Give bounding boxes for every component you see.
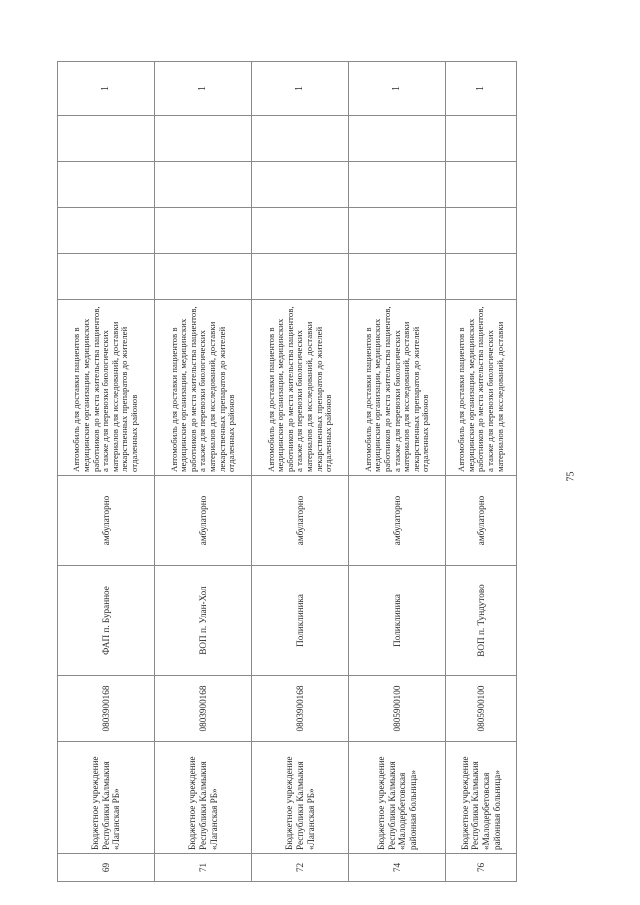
subdivision-name: ВОП п. Улан-Хол [155,566,252,676]
subdivision-name: ФАП п. Буранное [58,566,155,676]
organization-name: Бюджетное учреждение Республики Калмыкия «Лаганская РБ» [58,742,155,854]
organization-code: 0805900100 [446,676,517,742]
vehicle-description: Автомобиль для доставки пациентов в медицинские организации, медицинских работников до места жительства пациентов, а также для перевозки биологических материалов для исследований, доставки лекарственных препаратов до жителей отдаленных районов [58,300,155,476]
empty-cell [252,162,349,208]
empty-cell [155,116,252,162]
organization-code: 0803900168 [58,676,155,742]
table-row [58,62,155,882]
table-row [446,62,517,882]
organization-code: 0803900168 [155,676,252,742]
care-mode: амбулаторно [252,476,349,566]
quantity: 1 [252,62,349,116]
empty-cell [155,254,252,300]
organization-name: Бюджетное учреждение Республики Калмыкия «Лаганская РБ» [252,742,349,854]
row-number: 72 [252,854,349,882]
organization-code: 0803900168 [252,676,349,742]
vehicle-description: Автомобиль для доставки пациентов в медицинские организации, медицинских работников до места жительства пациентов, а также для перевозки биологических материалов для исследований, доставки лекарственных препаратов до жителей отдаленных районов [252,300,349,476]
row-number: 74 [349,854,446,882]
table-row [155,62,252,882]
subdivision-name: Поликлиника [349,566,446,676]
empty-cell [446,162,517,208]
empty-cell [252,254,349,300]
organization-name: Бюджетное учреждение Республики Калмыкия «Малодербетовская районная больница» [349,742,446,854]
empty-cell [58,254,155,300]
row-number: 76 [446,854,517,882]
empty-cell [58,162,155,208]
equipment-table [57,61,517,882]
vehicle-description: Автомобиль для доставки пациентов в медицинские организации, медицинских работников до места жительства пациентов, а также для перевозки биологических материалов для исследований, доставки [446,300,517,476]
row-number: 69 [58,854,155,882]
vehicle-description: Автомобиль для доставки пациентов в медицинские организации, медицинских работников до места жительства пациентов, а также для перевозки биологических материалов для исследований, доставки лекарственных препаратов до жителей отдаленных районов [349,300,446,476]
subdivision-name: ВОП п. Тундутово [446,566,517,676]
table-body [58,62,517,882]
table-row [349,62,446,882]
empty-cell [155,162,252,208]
empty-cell [446,208,517,254]
care-mode: амбулаторно [446,476,517,566]
empty-cell [252,116,349,162]
organization-name: Бюджетное учреждение Республики Калмыкия «Малодербетовская районная больница» [446,742,517,854]
table-row [252,62,349,882]
organization-code: 0805900100 [349,676,446,742]
quantity: 1 [155,62,252,116]
care-mode: амбулаторно [155,476,252,566]
organization-name: Бюджетное учреждение Республики Калмыкия «Лаганская РБ» [155,742,252,854]
empty-cell [252,208,349,254]
row-number: 71 [155,854,252,882]
empty-cell [58,208,155,254]
vehicle-description: Автомобиль для доставки пациентов в медицинские организации, медицинских работников до места жительства пациентов, а также для перевозки биологических материалов для исследований, доставки лекарственных препаратов до жителей отдаленных районов [155,300,252,476]
equipment-table-rotated [57,62,517,882]
quantity: 1 [349,62,446,116]
empty-cell [349,162,446,208]
empty-cell [155,208,252,254]
empty-cell [349,208,446,254]
empty-cell [349,254,446,300]
empty-cell [446,254,517,300]
quantity: 1 [446,62,517,116]
quantity: 1 [58,62,155,116]
care-mode: амбулаторно [58,476,155,566]
care-mode: амбулаторно [349,476,446,566]
subdivision-name: Поликлиника [252,566,349,676]
empty-cell [58,116,155,162]
empty-cell [349,116,446,162]
empty-cell [446,116,517,162]
page-number: 75 [565,471,577,482]
